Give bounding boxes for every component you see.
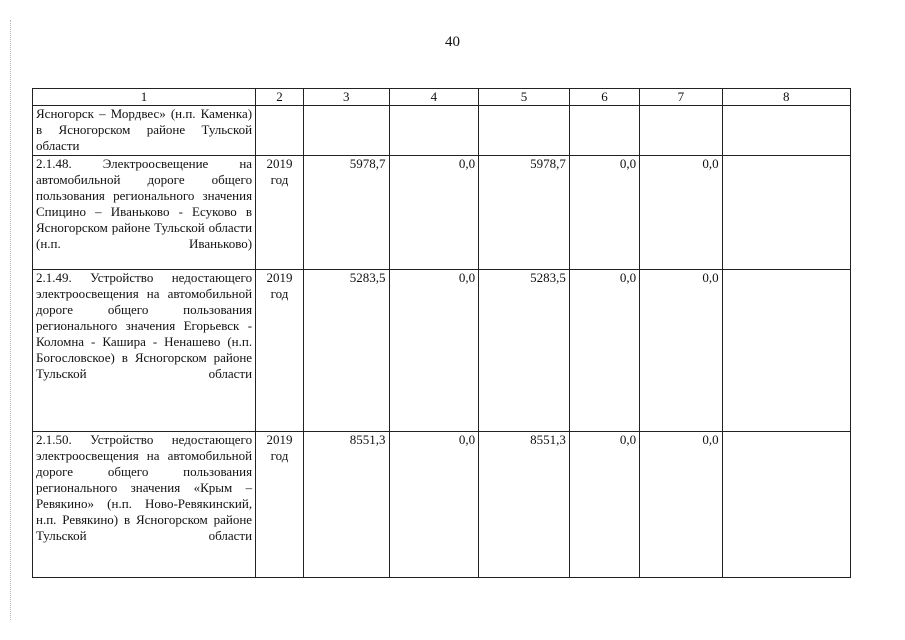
row-value-c4: 0,0 bbox=[389, 432, 479, 578]
column-header: 4 bbox=[389, 89, 479, 106]
row-year bbox=[256, 106, 304, 156]
row-value-c6: 0,0 bbox=[569, 156, 639, 270]
column-header: 3 bbox=[303, 89, 389, 106]
margin-dotted-line bbox=[10, 20, 11, 620]
table-row bbox=[33, 270, 851, 432]
column-header: 7 bbox=[640, 89, 723, 106]
row-year: 2019 год bbox=[256, 432, 304, 578]
row-value-c7: 0,0 bbox=[640, 270, 723, 432]
row-value-c8 bbox=[722, 106, 850, 156]
row-value-c5: 5283,5 bbox=[479, 270, 570, 432]
table-row bbox=[33, 432, 851, 578]
row-value-c7: 0,0 bbox=[640, 432, 723, 578]
row-value-c8 bbox=[722, 156, 850, 270]
row-value-c3: 5978,7 bbox=[303, 156, 389, 270]
row-description: 2.1.48. Электроосвещение на автомобильной дороге общего пользования регионального значения Спицино – Иваньково - Есуково в Ясногорском районе Тульской области (н.п. Иваньково) bbox=[33, 156, 256, 270]
row-value-c8 bbox=[722, 432, 850, 578]
column-header: 2 bbox=[256, 89, 304, 106]
table-row bbox=[33, 106, 851, 156]
row-description: 2.1.50. Устройство недостающего электроосвещения на автомобильной дороге общего пользования регионального значения «Крым – Ревякино» (н.п. Ново-Ревякинский, н.п. Ревякино) в Ясногорском районе Тульской области bbox=[33, 432, 256, 578]
row-description: 2.1.49. Устройство недостающего электроосвещения на автомобильной дороге общего пользования регионального значения Егорьевск - Коломна - Кашира - Ненашево (н.п. Богословское) в Ясногорском районе Тульской области bbox=[33, 270, 256, 432]
data-table bbox=[32, 88, 851, 578]
row-value-c7 bbox=[640, 106, 723, 156]
row-value-c4: 0,0 bbox=[389, 270, 479, 432]
row-value-c8 bbox=[722, 270, 850, 432]
row-year: 2019 год bbox=[256, 270, 304, 432]
column-header: 6 bbox=[569, 89, 639, 106]
header-row bbox=[33, 89, 851, 106]
row-value-c6: 0,0 bbox=[569, 270, 639, 432]
row-value-c5 bbox=[479, 106, 570, 156]
row-value-c7: 0,0 bbox=[640, 156, 723, 270]
row-value-c4 bbox=[389, 106, 479, 156]
table-row bbox=[33, 156, 851, 270]
page-number: 40 bbox=[445, 34, 460, 50]
row-value-c4: 0,0 bbox=[389, 156, 479, 270]
column-header: 1 bbox=[33, 89, 256, 106]
row-value-c6: 0,0 bbox=[569, 432, 639, 578]
row-description: Ясногорск – Мордвес» (н.п. Каменка) в Ясногорском районе Тульской области bbox=[33, 106, 256, 156]
row-value-c3 bbox=[303, 106, 389, 156]
column-header: 8 bbox=[722, 89, 850, 106]
column-header: 5 bbox=[479, 89, 570, 106]
row-value-c5: 5978,7 bbox=[479, 156, 570, 270]
row-value-c6 bbox=[569, 106, 639, 156]
row-value-c5: 8551,3 bbox=[479, 432, 570, 578]
row-value-c3: 8551,3 bbox=[303, 432, 389, 578]
row-year: 2019 год bbox=[256, 156, 304, 270]
row-value-c3: 5283,5 bbox=[303, 270, 389, 432]
